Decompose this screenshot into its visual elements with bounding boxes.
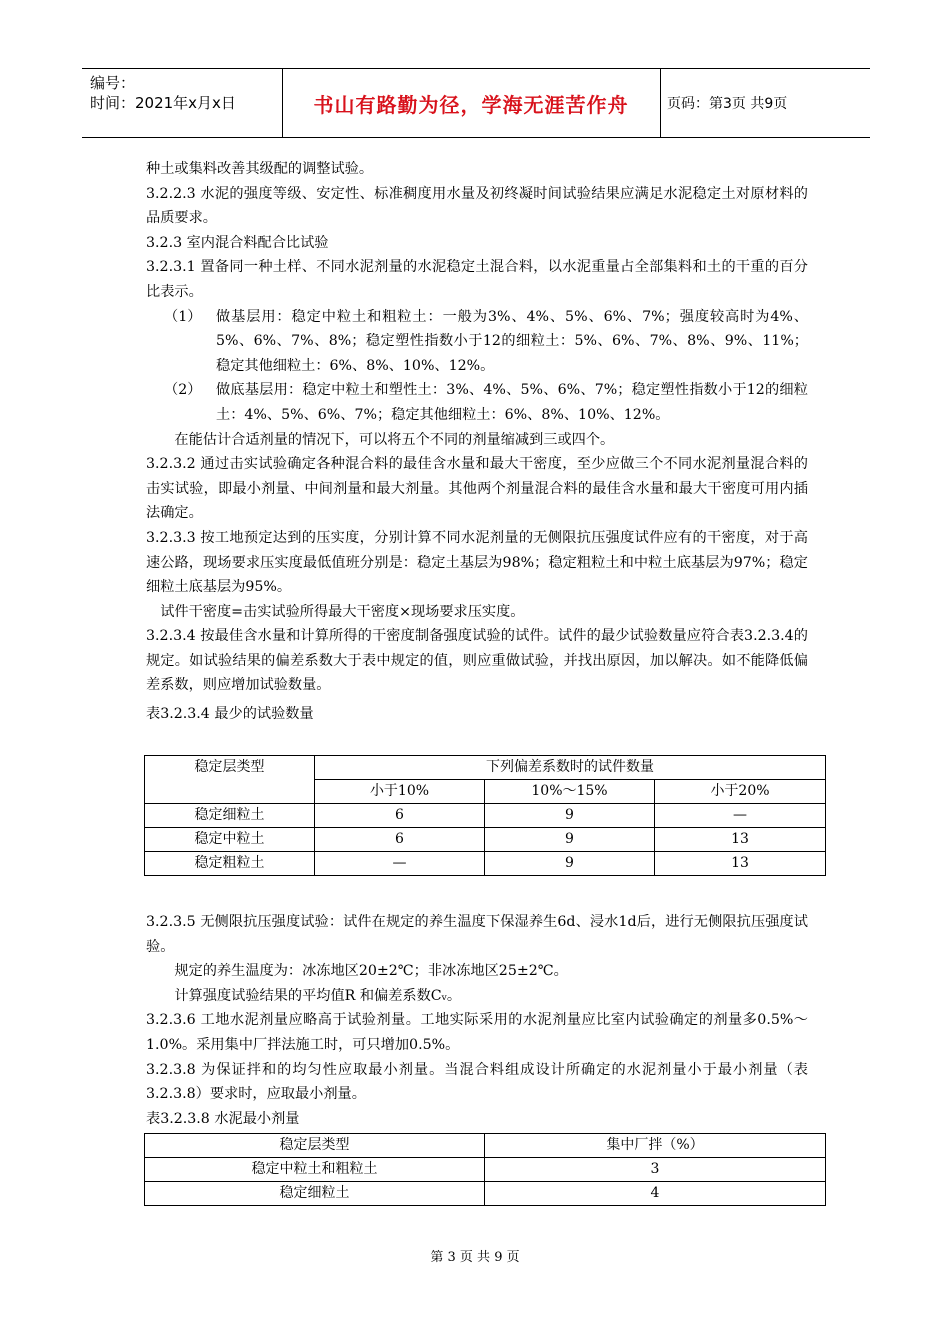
- table-cell: 13: [655, 828, 826, 852]
- table-row: [145, 1158, 826, 1182]
- table-cell: —: [315, 852, 485, 876]
- motto: 书山有路勤为径，学海无涯苦作舟: [313, 93, 629, 117]
- table-header: 下列偏差系数时的试件数量: [315, 756, 826, 780]
- header-left: [90, 73, 236, 113]
- list-item: [146, 305, 808, 379]
- table-cell: 9: [485, 804, 655, 828]
- body-text: [146, 157, 808, 727]
- table-row: [145, 828, 826, 852]
- paragraph: 规定的养生温度为：冰冻地区20±2℃；非冰冻地区25±2℃。: [174, 963, 568, 980]
- paragraph: 计算强度试验结果的平均值R 和偏差系数Cᵥ。: [174, 987, 462, 1004]
- table-cell: 稳定细粒土: [145, 1182, 485, 1206]
- paragraph: 种土或集料改善其级配的调整试验。: [146, 161, 374, 177]
- paragraph: 3.2.3.5 无侧限抗压强度试验：试件在规定的养生温度下保湿养生6d、浸水1d后，进行无侧限抗压强度试验。: [146, 914, 808, 955]
- table-subheader: 小于10%: [315, 780, 485, 804]
- paragraph: 3.2.3.4 按最佳含水量和计算所得的干密度制备强度试验的试件。试件的最少试验数量应符合表3.2.3.4的规定。如试验结果的偏差系数大于表中规定的值，则应重做试验，并找出原因，加以解决。如不能降低偏差系数，则应增加试验数量。: [146, 628, 808, 694]
- table-cell: 稳定中粒土: [145, 828, 315, 852]
- paragraph: 在能估计合适剂量的情况下，可以将五个不同的剂量缩减到三或四个。: [174, 431, 615, 448]
- paragraph: 3.2.3.8 为保证拌和的均匀性应取最小剂量。当混合料组成设计所确定的水泥剂量小于最小剂量（表3.2.3.8）要求时，应取最小剂量。: [146, 1061, 808, 1103]
- list-text: 做基层用：稳定中粒土和粗粒土：一般为3%、4%、5%、6%、7%；强度较高时为4%、5%、6%、7%、8%；稳定塑性指数小于12的细粒土：5%、6%、7%、8%、9%、11%；稳定其他细粒土：6%、8%、10%、12%。: [216, 308, 808, 374]
- table-cell: 6: [315, 804, 485, 828]
- table-cell: 4: [485, 1182, 826, 1206]
- section-heading: 3.2.3 室内混合料配合比试验: [146, 234, 329, 251]
- date-label: 时间：2021年x月x日: [90, 94, 236, 112]
- table-cell: 稳定粗粒土: [145, 852, 315, 876]
- table-cell: 9: [485, 852, 655, 876]
- page-header: [82, 68, 870, 138]
- table-row: [145, 804, 826, 828]
- number-label: 编号：: [90, 74, 136, 92]
- table-cell: 6: [315, 828, 485, 852]
- paragraph: 3.2.2.3 水泥的强度等级、安定性、标准稠度用水量及初终凝时间试验结果应满足水泥稳定土对原材料的品质要求。: [146, 185, 808, 227]
- table-cell: 13: [655, 852, 826, 876]
- table-caption: 表3.2.3.4 最少的试验数量: [146, 706, 314, 723]
- table-cell: 3: [485, 1158, 826, 1182]
- table-header: 集中厂拌（%）: [485, 1134, 826, 1158]
- header-page-info: 页码：第3页 共9页: [667, 96, 788, 112]
- list-text: 做底基层用：稳定中粒土和塑性土：3%、4%、5%、6%、7%；稳定塑性指数小于12的细粒土：4%、5%、6%、7%；稳定其他细粒土：6%、8%、10%、12%。: [216, 382, 808, 423]
- page-footer: 第 3 页 共 9 页: [430, 1250, 520, 1265]
- paragraph: 3.2.3.3 按工地预定达到的压实度，分别计算不同水泥剂量的无侧限抗压强度试件应有的干密度，对于高速公路，现场要求压实度最低值班分别是：稳定土基层为98%；稳定粗粒土和中粒土底基层为97%；稳定细粒土底基层为95%。: [146, 529, 808, 596]
- min-test-count-table: [144, 755, 826, 876]
- table-header: 稳定层类型: [145, 1134, 485, 1158]
- table-cell: 稳定中粒土和粗粒土: [145, 1158, 485, 1182]
- table-cell: 9: [485, 828, 655, 852]
- table-row: [145, 1182, 826, 1206]
- list-number: （1）: [164, 308, 202, 325]
- table-cell: —: [655, 804, 826, 828]
- formula: 试件干密度=击实试验所得最大干密度×现场要求压实度。: [160, 603, 525, 620]
- paragraph: 3.2.3.1 置备同一种土样、不同水泥剂量的水泥稳定土混合料，以水泥重量占全部集料和土的干重的百分比表示。: [146, 259, 808, 300]
- header-divider: [660, 69, 661, 137]
- table-subheader: 10%～15%: [485, 780, 655, 804]
- body-text: [146, 910, 808, 1131]
- table-subheader: 小于20%: [655, 780, 826, 804]
- paragraph: 3.2.3.6 工地水泥剂量应略高于试验剂量。工地实际采用的水泥剂量应比室内试验确定的剂量多0.5%～1.0%。采用集中厂拌法施工时，可只增加0.5%。: [146, 1012, 808, 1053]
- table-row: [145, 852, 826, 876]
- paragraph: 3.2.3.2 通过击实试验确定各种混合料的最佳含水量和最大干密度，至少应做三个不同水泥剂量混合料的击实试验，即最小剂量、中间剂量和最大剂量。其他两个剂量混合料的最佳含水量和最大干密度可用内插法确定。: [146, 456, 808, 522]
- min-cement-table: [144, 1133, 826, 1206]
- list-item: [146, 378, 808, 427]
- table-header: 稳定层类型: [145, 756, 315, 804]
- list-number: （2）: [164, 382, 202, 399]
- table-cell: 稳定细粒土: [145, 804, 315, 828]
- table-caption: 表3.2.3.8 水泥最小剂量: [146, 1110, 300, 1127]
